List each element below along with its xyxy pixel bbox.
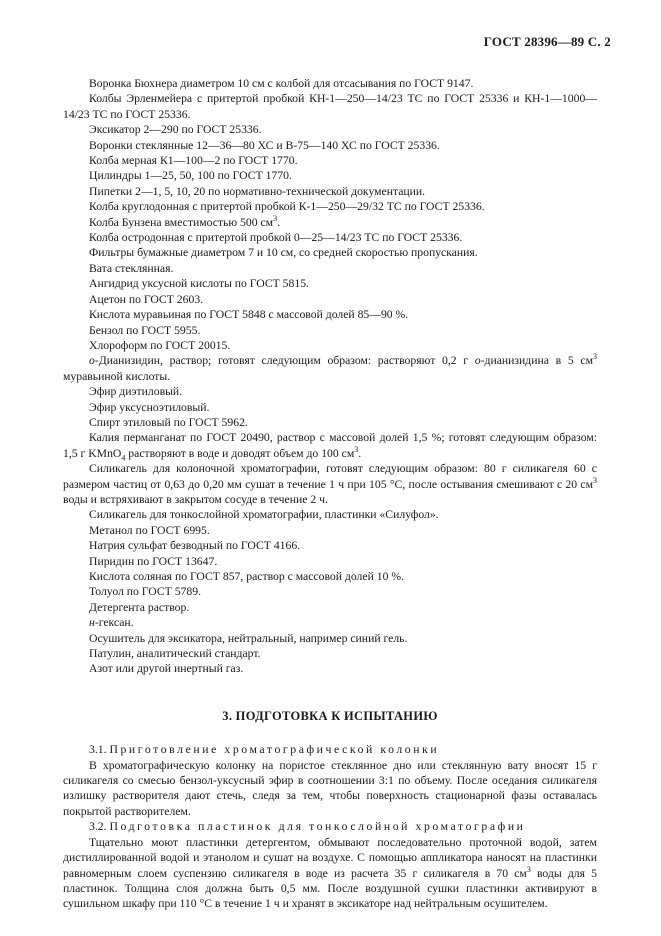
page-header: ГОСТ 28396—89 С. 2: [483, 34, 611, 49]
superscript: 3: [592, 352, 597, 362]
list-item: Колба мерная К1—100—2 по ГОСТ 1770.: [89, 154, 298, 168]
list-item: Эксикатор 2—290 по ГОСТ 25336.: [89, 123, 262, 137]
superscript: 3: [354, 444, 359, 454]
paragraph: В хроматографическую колонку на пористое стеклянное дно или стеклянную вату вносят 15 г силикагеля со смесью бензол-уксусный эфир в соотношении 3:1 по объему. После оседания силикагеля излишку растворителя дают стечь, следя за тем, чтобы поверхность стационарной фазы оставалась покрытой растворителем.: [63, 758, 597, 818]
list-item: Азот или другой инертный газ.: [89, 662, 244, 676]
document-body: [63, 76, 597, 912]
text: -дианизидина в 5 см: [480, 354, 593, 368]
list-item: Цилиндры 1—25, 50, 100 по ГОСТ 1770.: [89, 169, 292, 183]
text: Тщательно моют пластинки детергентом, обмывают последовательно проточной водой, затем дистиллированной водой и этанолом и сушат на воздухе. С помощью аппликатора наносят на пластинки равномерным слоем суспензию силикагеля в воде из расчета 35 г силикагеля в 70 см: [63, 835, 597, 880]
text: -гексан.: [94, 616, 134, 630]
list-item: Ангидрид уксусной кислоты по ГОСТ 5815.: [89, 277, 309, 291]
text: -Дианизидин, раствор; готовят следующим образом: растворяют 0,2 г: [94, 354, 475, 368]
list-item: Пиридин по ГОСТ 13647.: [89, 554, 218, 568]
text: растворяют в воде и доводят объем до 100 см: [125, 446, 355, 460]
text: .: [277, 215, 280, 229]
list-item: Колба круглодонная с притертой пробкой К-1—250—29/32 ТС по ГОСТ 25336.: [89, 200, 485, 214]
list-item: Детергента раствор.: [89, 600, 190, 614]
text: Калия перманганат по ГОСТ 20490, раствор с массовой долей 1,5 %; готовят следующим образом: 1,5 г KMnO: [63, 431, 597, 460]
list-item: [63, 215, 597, 230]
list-item: Метанол по ГОСТ 6995.: [89, 523, 210, 537]
list-item: Кислота соляная по ГОСТ 857, раствор с массовой долей 10 %.: [89, 570, 405, 583]
list-item: Бензол по ГОСТ 5955.: [89, 323, 201, 337]
list-item: Толуол по ГОСТ 5789.: [89, 585, 201, 599]
subsection-heading: [63, 819, 597, 834]
list-item: Патулин, аналитический стандарт.: [89, 647, 261, 661]
section-title: 3. ПОДГОТОВКА К ИСПЫТАНИЮ: [222, 708, 438, 723]
text: муравьиной кислоты.: [63, 369, 171, 383]
subscript: 4: [121, 453, 126, 463]
list-item: Колбы Эрленмейера с притертой пробкой КН-1—250—14/23 ТС по ГОСТ 25336 и КН-1—1000—14/23 ТС по ГОСТ 25336.: [63, 92, 597, 121]
list-item: [63, 430, 597, 461]
italic-prefix: о: [89, 354, 95, 368]
list-item: Фильтры бумажные диаметром 7 и 10 см, со средней скоростью пропускания.: [89, 246, 478, 260]
text: воды и встряхивают в закрытом сосуде в течение 2 ч.: [63, 492, 328, 506]
list-item: Ацетон по ГОСТ 2603.: [89, 292, 204, 306]
list-item: Хлороформ по ГОСТ 20015.: [89, 338, 231, 352]
text: воды для 5 пластинок. Толщина слоя должна быть 0,5 мм. После воздушной сушки пластинки активируют в сушильном шкафу при 110 °С в течение 1 ч и хранят в эксикаторе над нейтральным осушителем.: [63, 866, 597, 911]
list-item: [63, 615, 597, 630]
text: .: [358, 446, 362, 460]
list-item: Спирт этиловый по ГОСТ 5962.: [89, 415, 248, 429]
subsection-number: 3.2.: [89, 820, 107, 834]
list-item: Осушитель для эксикатора, нейтральный, например синий гель.: [89, 631, 408, 645]
list-item: Вата стеклянная.: [89, 261, 174, 275]
list-item: Пипетки 2—1, 5, 10, 20 по нормативно-технической документации.: [89, 184, 426, 198]
list-item: [63, 461, 597, 507]
subsection-heading: [63, 742, 597, 757]
subsection-title: Приготовление хроматографической колонки: [109, 743, 440, 757]
list-item: Колба остродонная с притертой пробкой 0—25—14/23 ТС по ГОСТ 25336.: [89, 231, 463, 245]
italic-prefix: н: [89, 616, 95, 630]
text: Колба Бунзена вместимостью 500 см: [89, 215, 274, 229]
superscript: 3: [526, 864, 531, 874]
list-item: Кислота муравьиная по ГОСТ 5848 с массовой долей 85—90 %.: [89, 308, 409, 322]
superscript: 3: [273, 213, 278, 223]
list-item: [63, 353, 597, 384]
list-item: Натрия сульфат безводный по ГОСТ 4166.: [89, 539, 301, 553]
subsection-title: Подготовка пластинок для тонкослойной хроматографии: [109, 820, 526, 834]
superscript: 3: [593, 475, 597, 485]
list-item: Воронки стеклянные 12—36—80 ХС и В-75—140 ХС по ГОСТ 25336.: [89, 138, 440, 152]
list-item: Эфир уксусноэтиловый.: [89, 400, 210, 414]
paragraph: [63, 835, 597, 912]
list-item: Воронка Бюхнера диаметром 10 см с колбой для отсасывания по ГОСТ 9147.: [89, 77, 474, 90]
text: Силикагель для колоночной хроматографии, готовят следующим образом: 80 г силикагеля 60 с размером частиц от 0,63 до 0,20 мм сушат в течение 1 ч при 105 °С, после остывания смешивают с 20 см: [63, 462, 597, 491]
list-item: Силикагель для тонкослойной хроматографии, пластинки «Силуфол».: [89, 508, 439, 522]
italic-prefix: о: [474, 354, 481, 368]
subsection-number: 3.1.: [89, 743, 107, 757]
list-item: Эфир диэтиловый.: [89, 385, 183, 399]
